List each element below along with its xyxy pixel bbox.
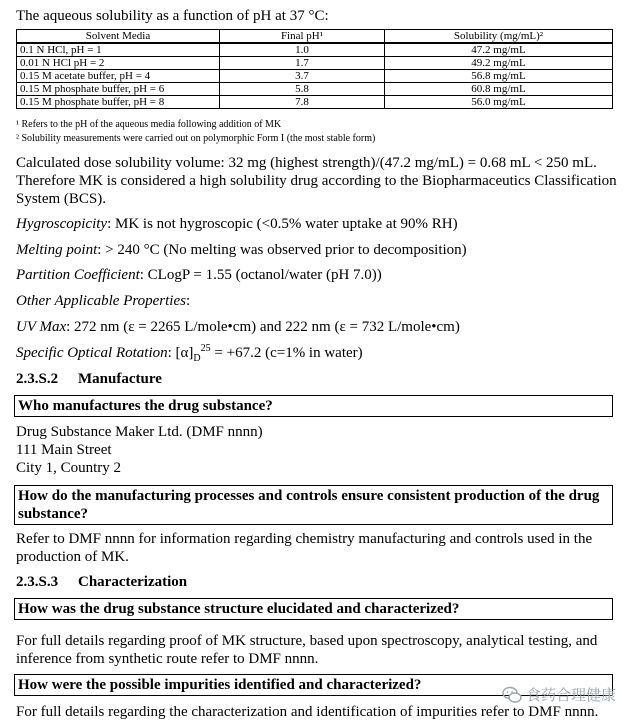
question-box-process: How do the manufacturing processes and controls ensure consistent production of the drug substance? [14,485,613,525]
table-header-row [17,30,613,44]
table-row [17,43,613,57]
cell-solvent: 0.15 M acetate buffer, pH = 4 [17,70,220,83]
rotation-colon: : [α] [167,345,194,361]
process-answer: Refer to DMF nnnn for information regarding chemistry manufacturing and controls used in the production of MK. [16,531,593,565]
rotation-label: Specific Optical Rotation [16,345,168,361]
hygroscopicity-line [16,215,626,233]
rotation-superscript: 25 [200,343,211,354]
cell-solvent: 0.1 N HCl, pH = 1 [17,43,220,57]
table-row [17,83,613,96]
section-heading-manufacture [16,370,162,388]
other-label: Other Applicable Properties [16,293,186,309]
cell-ph: 5.8 [220,83,385,96]
section-title: Manufacture [78,371,162,387]
hygroscopicity-label: Hygroscopicity [16,216,108,232]
watermark-text: 食药合理健康 [526,686,617,704]
table-row [17,57,613,70]
cell-solubility: 56.8 mg/mL [385,70,613,83]
cell-ph: 1.7 [220,57,385,70]
wechat-icon [502,685,522,705]
question-box-manufacturer: Who manufactures the drug substance? [14,395,613,417]
partition-label: Partition Coefficient [16,267,140,283]
column-header-solubility: Solubility (mg/mL)² [385,30,613,44]
table-caption: The aqueous solubility as a function of pH at 37 °C: [16,8,329,24]
cell-solubility: 56.0 mg/mL [385,96,613,109]
hygroscopicity-value: : MK is not hygroscopic (<0.5% water uptake at 90% RH) [107,216,458,232]
cell-ph: 7.8 [220,96,385,109]
address-line-1: Drug Substance Maker Ltd. (DMF nnnn) [16,424,263,440]
solubility-table [16,29,613,109]
address-line-2: 111 Main Street [16,442,112,458]
column-header-ph: Final pH¹ [220,30,385,44]
impurities-answer: For full details regarding the characterization and identification of impurities refer to DMF nnnn. [16,704,599,720]
partition-value: : CLogP = 1.55 (octanol/water (pH 7.0)) [139,267,382,283]
footnote-1: ¹ Refers to the pH of the aqueous media following addition of MK [16,119,282,130]
other-colon: : [185,293,191,309]
partition-line [16,266,626,284]
cell-solubility: 49.2 mg/mL [385,57,613,70]
watermark [502,684,616,705]
uv-max-line [16,318,626,336]
section-number: 2.3.S.2 [16,371,59,387]
melting-value: : > 240 °C (No melting was observed prior to decomposition) [97,242,467,258]
optical-rotation-line [16,344,626,362]
cell-solvent: 0.01 N HCl pH = 2 [17,57,220,70]
section-title: Characterization [78,574,188,590]
other-properties-line [16,292,626,310]
footnote-2: ² Solubility measurements were carried out on polymorphic Form I (the most stable form) [16,133,376,144]
table-row [17,96,613,109]
uv-label: UV Max [16,319,67,335]
address-line-3: City 1, Country 2 [16,460,122,476]
structure-answer: For full details regarding proof of MK structure, based upon spectroscopy, analytical testing, and inference from synthetic route refer to DMF nnnn. [16,633,598,667]
melting-point-line [16,241,626,259]
uv-value: : 272 nm (ε = 2265 L/mole•cm) and 222 nm (ε = 732 L/mole•cm) [66,319,460,335]
question-box-structure: How was the drug substance structure elucidated and characterized? [14,598,613,620]
question-box-impurities: How were the possible impurities identified and characterized? [14,674,613,696]
cell-solvent: 0.15 M phosphate buffer, pH = 6 [17,83,220,96]
column-header-solvent: Solvent Media [17,30,220,44]
cell-solubility: 60.8 mg/mL [385,83,613,96]
cell-ph: 1.0 [220,43,385,57]
cell-solubility: 47.2 mg/mL [385,43,613,57]
section-number: 2.3.S.3 [16,574,59,590]
cell-solvent: 0.15 M phosphate buffer, pH = 8 [17,96,220,109]
table-row [17,70,613,83]
rotation-value: = +67.2 (c=1% in water) [210,345,363,361]
cell-ph: 3.7 [220,70,385,83]
rotation-subscript: D [193,353,201,364]
section-heading-characterization [16,573,187,591]
melting-label: Melting point [16,242,98,258]
dose-solubility-text: Calculated dose solubility volume: 32 mg (highest strength)/(47.2 mg/mL) = 0.68 mL < 250 mL. Therefore MK is considered a high solubility drug according to the Biopharmaceutics Classification System (BCS). [16,155,617,207]
